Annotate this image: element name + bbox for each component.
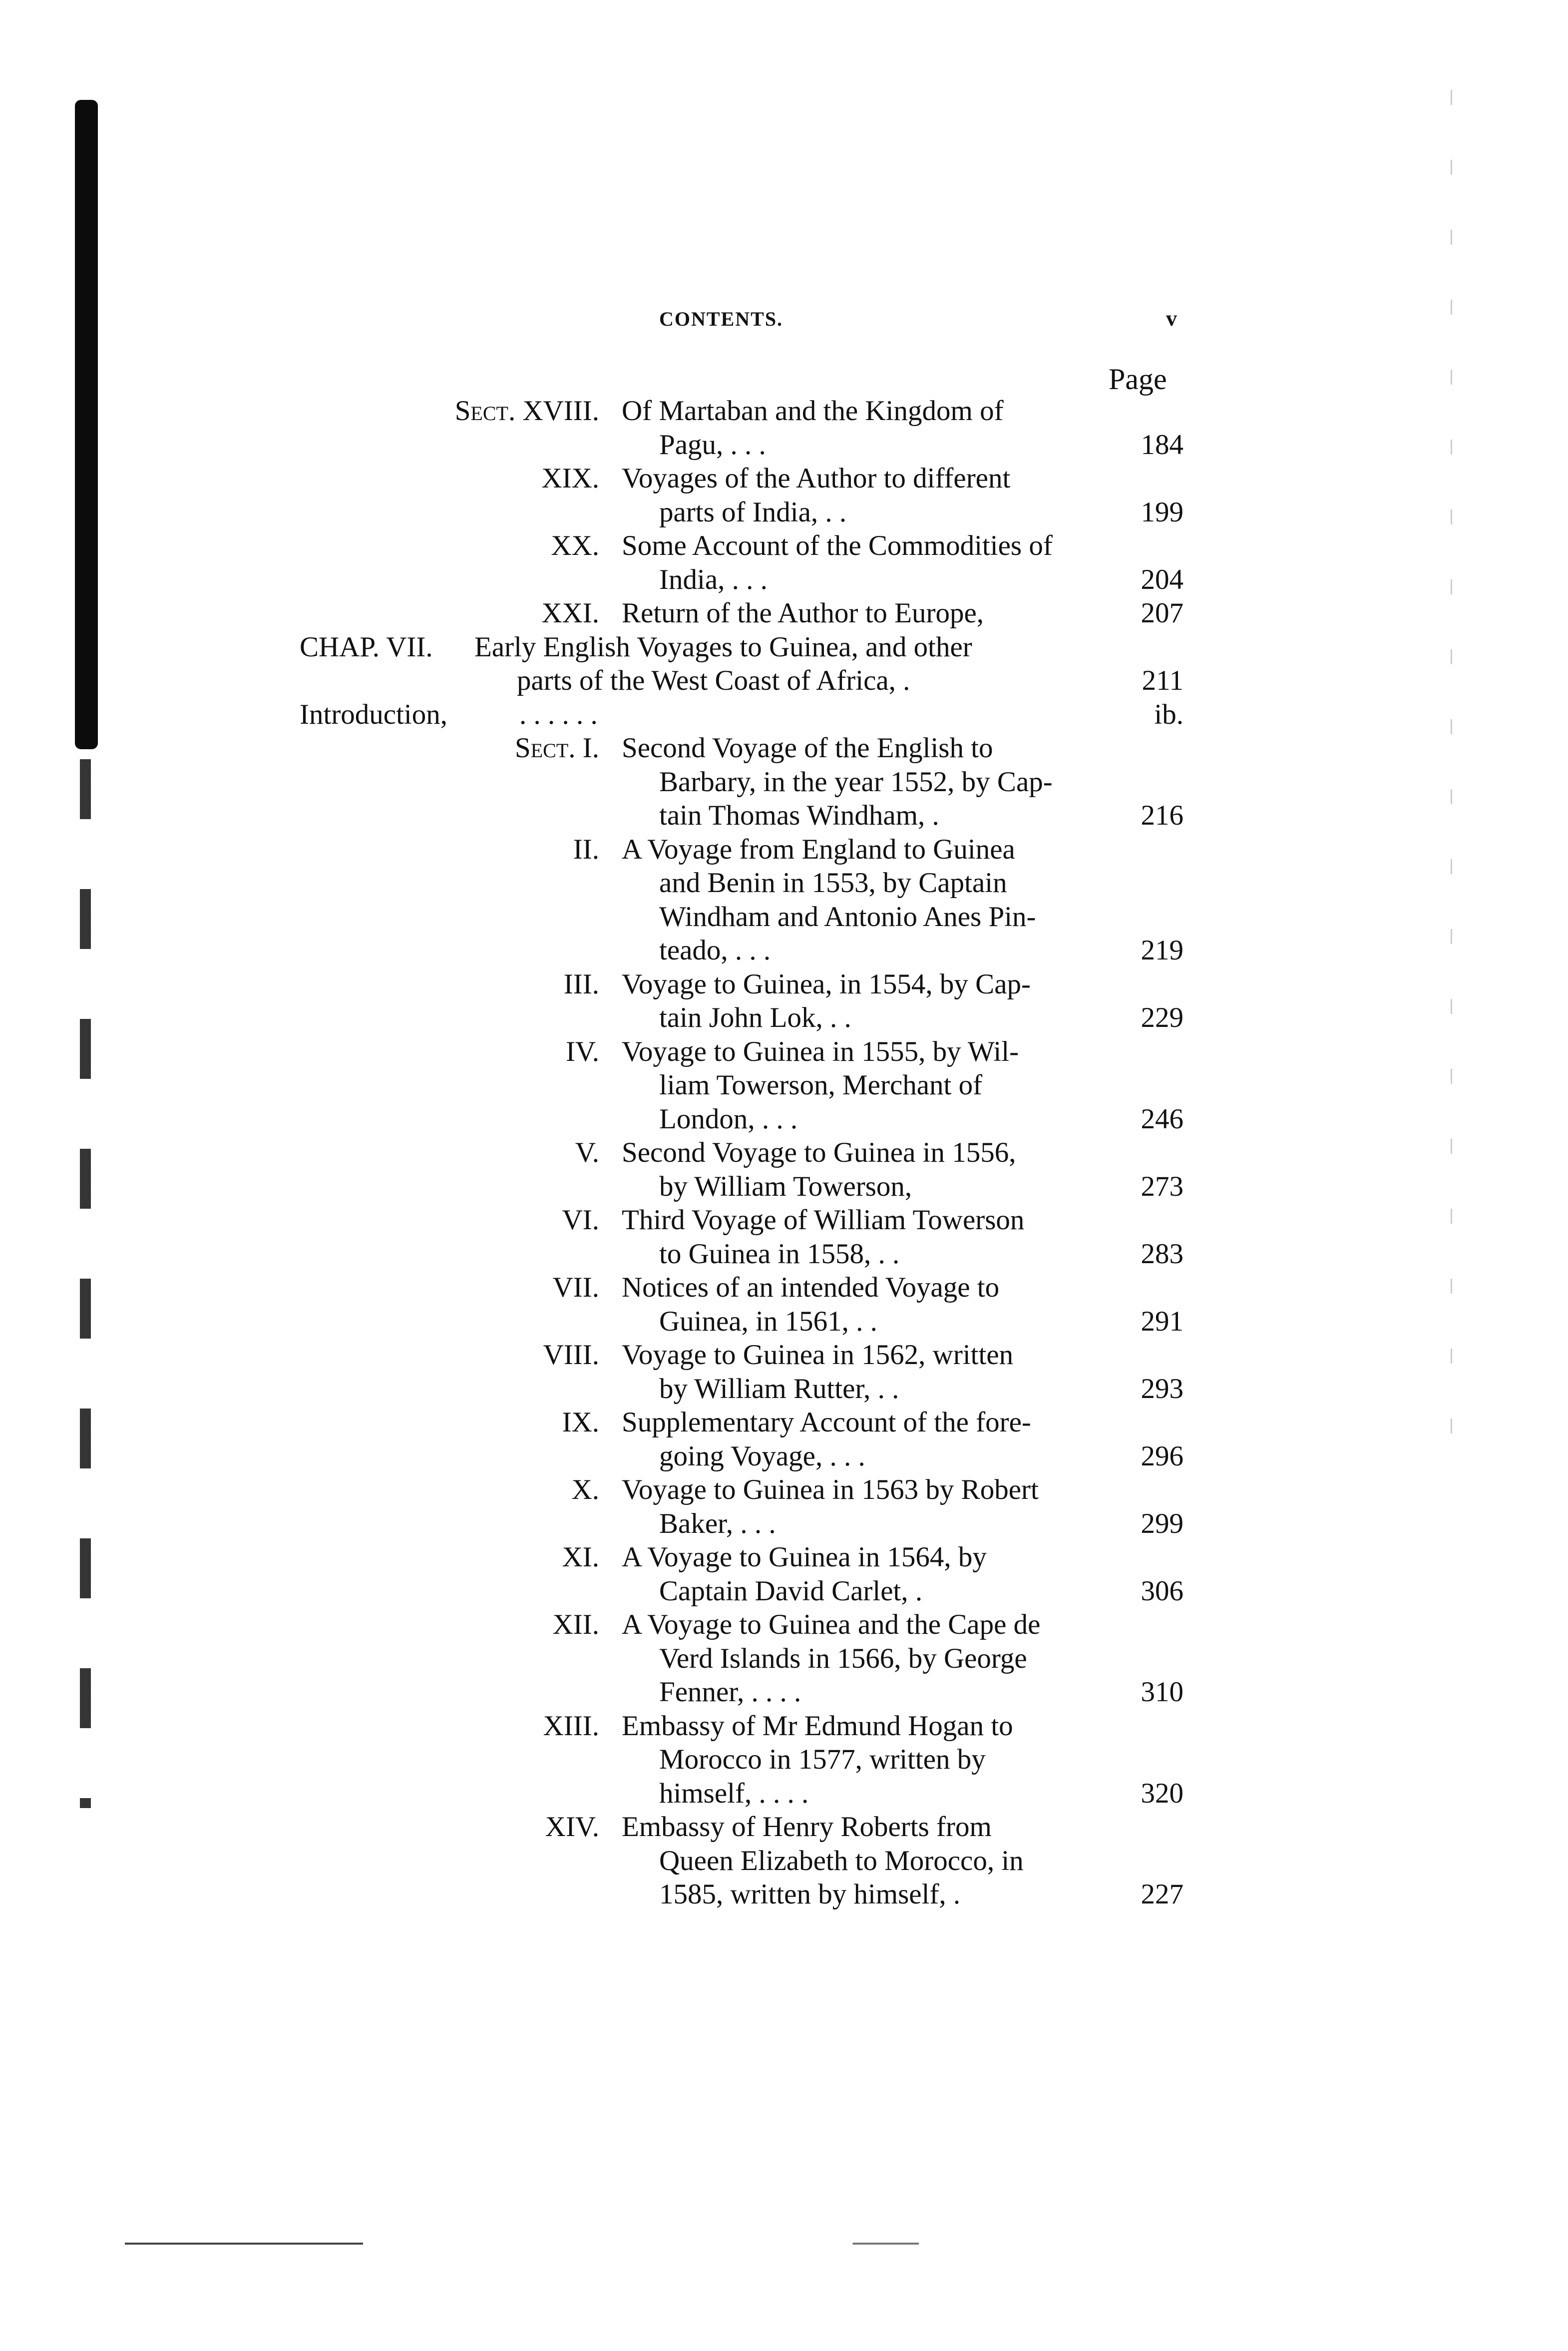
scan-shadow-left <box>75 100 98 749</box>
toc-entry-number: CHAP. VII. <box>300 631 433 663</box>
toc-page-number: 219 <box>1141 935 1183 966</box>
toc-entry-number: IX. <box>562 1407 599 1438</box>
toc-entry-number: XXI. <box>541 597 599 629</box>
toc-entry-number: X. <box>571 1474 599 1505</box>
toc-entry-title: Early English Voyages to Guinea, and other <box>474 631 972 663</box>
toc-entry-number: IV. <box>565 1035 599 1067</box>
toc-page-number: 299 <box>1141 1507 1183 1539</box>
toc-entry-title: tain John Lok, . . <box>659 1002 851 1033</box>
toc-page-number: 199 <box>1141 496 1183 528</box>
toc-entry-title: himself, . . . . <box>659 1777 809 1809</box>
toc-entry-title: Second Voyage of the English to <box>622 732 993 764</box>
toc-entry-title: Voyages of the Author to different <box>622 463 1011 494</box>
toc-entry-title: Morocco in 1577, written by <box>659 1744 986 1775</box>
toc-entry-title: Supplementary Account of the fore- <box>622 1407 1031 1438</box>
toc-entry-title: Second Voyage to Guinea in 1556, <box>622 1137 1016 1168</box>
toc-entry-number: Introduction, <box>300 698 448 730</box>
toc-entry-number: XIV. <box>545 1811 599 1843</box>
toc-page-number: 320 <box>1141 1777 1183 1809</box>
toc-page-number: 184 <box>1141 429 1183 461</box>
toc-entry-title: Captain David Carlet, . <box>659 1575 923 1607</box>
toc-entry-title: Embassy of Mr Edmund Hogan to <box>622 1710 1013 1742</box>
toc-page-number: 246 <box>1141 1103 1183 1135</box>
toc-entry-number: XIII. <box>543 1710 599 1742</box>
toc-entry-title: A Voyage to Guinea and the Cape de <box>622 1609 1041 1640</box>
toc-entry-number: VII. <box>552 1272 599 1303</box>
toc-entry-title: by William Rutter, . . <box>659 1373 899 1405</box>
toc-entry-title: Pagu, . . . <box>659 429 766 461</box>
toc-entry-title: and Benin in 1553, by Captain <box>659 867 1007 899</box>
toc-entry-title: Verd Islands in 1566, by George <box>659 1642 1027 1674</box>
toc-entry-title: Voyage to Guinea in 1562, written <box>622 1339 1014 1371</box>
toc-entry-title: parts of the West Coast of Africa, . <box>517 665 910 696</box>
toc-entry-number: Sect. I. <box>515 732 599 764</box>
toc-entry-title: Barbary, in the year 1552, by Cap- <box>659 766 1053 798</box>
toc-entry-number: III. <box>563 968 599 1000</box>
toc-entry-title: London, . . . <box>659 1103 798 1135</box>
toc-entry-title: Queen Elizabeth to Morocco, in <box>659 1845 1024 1877</box>
toc-entry-title: A Voyage from England to Guinea <box>622 833 1015 865</box>
toc-entry-title: teado, . . . <box>659 935 771 966</box>
folio-number: v <box>1166 306 1177 331</box>
scan-shadow-left-lower <box>80 759 91 1808</box>
toc-entry-title: to Guinea in 1558, . . <box>659 1238 900 1270</box>
toc-entry-title: Third Voyage of William Towerson <box>622 1204 1025 1236</box>
toc-entry-number: Sect. XVIII. <box>454 395 599 427</box>
toc-entry-title: parts of India, . . <box>659 496 847 528</box>
toc-page-number: 211 <box>1142 665 1183 696</box>
toc-page-number: 291 <box>1141 1305 1183 1337</box>
scan-edge-right <box>1451 90 1452 1438</box>
toc-entry-number: VIII. <box>543 1339 599 1371</box>
page-column-label: Page <box>1109 363 1167 396</box>
toc-page-number: 296 <box>1141 1440 1183 1472</box>
toc-entry-title: going Voyage, . . . <box>659 1440 865 1472</box>
toc-entry-title: Windham and Antonio Anes Pin- <box>659 901 1036 933</box>
toc-entry-title: Voyage to Guinea in 1563 by Robert <box>622 1474 1039 1505</box>
toc-page-number: 216 <box>1141 800 1183 831</box>
toc-page-number: 293 <box>1141 1373 1183 1405</box>
toc-page-number: 283 <box>1141 1238 1183 1270</box>
toc-entry-title: Notices of an intended Voyage to <box>622 1272 1000 1303</box>
toc-page-number: ib. <box>1154 698 1183 730</box>
toc-entry-title: Voyage to Guinea, in 1554, by Cap- <box>622 968 1031 1000</box>
running-header: CONTENTS. <box>659 308 784 330</box>
toc-entry-title: A Voyage to Guinea in 1564, by <box>622 1541 987 1573</box>
toc-entry-title: Embassy of Henry Roberts from <box>622 1811 992 1843</box>
toc-entry-title: by William Towerson, <box>659 1170 912 1202</box>
toc-page-number: 229 <box>1141 1002 1183 1033</box>
toc-page-number: 273 <box>1141 1170 1183 1202</box>
toc-page-number: 207 <box>1141 597 1183 629</box>
toc-entry-title: Some Account of the Commodities of <box>622 530 1053 561</box>
toc-entry-title: liam Towerson, Merchant of <box>659 1069 983 1101</box>
toc-entry-number: XIX. <box>541 463 599 494</box>
toc-page-number: 227 <box>1141 1879 1183 1910</box>
toc-entry-number: VI. <box>562 1204 599 1236</box>
toc-entry-number: XII. <box>552 1609 599 1640</box>
scan-edge-bottom <box>125 2243 1448 2245</box>
toc-page-number: 310 <box>1141 1676 1183 1708</box>
toc-entry-number: XI. <box>562 1541 599 1573</box>
toc-entry-title: tain Thomas Windham, . <box>659 800 939 831</box>
toc-page-number: 306 <box>1141 1575 1183 1607</box>
toc-entry-title: Baker, . . . <box>659 1507 776 1539</box>
toc-entry-title: Of Martaban and the Kingdom of <box>622 395 1004 427</box>
toc-entry-number: II. <box>573 833 599 865</box>
toc-entry-number: XX. <box>551 530 599 561</box>
toc-entry-title: Return of the Author to Europe, <box>622 597 984 629</box>
toc-entry-number: V. <box>575 1137 599 1168</box>
toc-entry-title: India, . . . <box>659 563 768 595</box>
toc-entry-title: Fenner, . . . . <box>659 1676 801 1708</box>
toc-entry-title: . . . . . . <box>519 698 598 730</box>
toc-page-number: 204 <box>1141 563 1183 595</box>
toc-entry-title: 1585, written by himself, . <box>659 1879 961 1910</box>
toc-entry-title: Voyage to Guinea in 1555, by Wil- <box>622 1035 1019 1067</box>
toc-entry-title: Guinea, in 1561, . . <box>659 1305 877 1337</box>
